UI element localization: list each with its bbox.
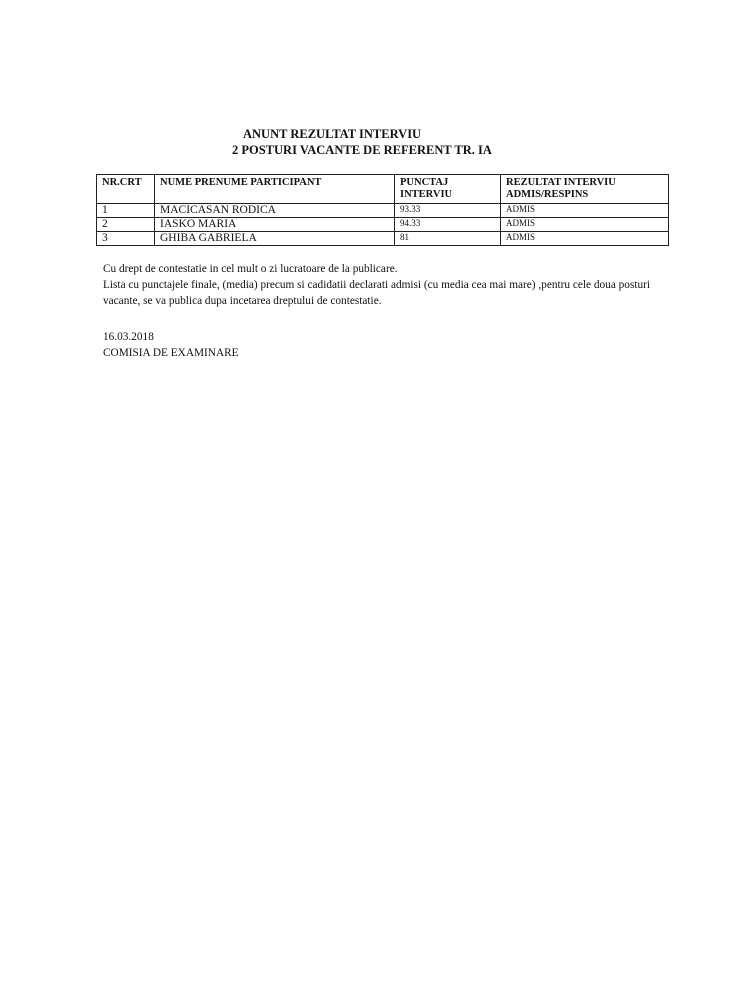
- table-row: [97, 218, 669, 232]
- cell-score: 93.33: [395, 204, 501, 218]
- cell-nr: 2: [97, 218, 155, 232]
- column-header-name: [155, 175, 395, 204]
- cell-name: GHIBA GABRIELA: [155, 232, 395, 246]
- cell-score: 81: [395, 232, 501, 246]
- document-date: 16.03.2018: [103, 331, 154, 343]
- results-table: [96, 174, 669, 246]
- column-header-result-line2: ADMIS/RESPINS: [506, 189, 589, 200]
- column-header-result-line1: REZULTAT INTERVIU: [506, 177, 616, 188]
- table-header-row: [97, 175, 669, 204]
- final-list-note: Lista cu punctajele finale, (media) precum si cadidatii declarati admisi (cu media cea mai mare) ,pentru cele doua posturi vacante, se va publica dupa incetarea dreptului de contestatie.: [103, 279, 651, 307]
- cell-name: IASKO MARIA: [155, 218, 395, 232]
- cell-name: MACICASAN RODICA: [155, 204, 395, 218]
- table-row: [97, 204, 669, 218]
- cell-result: ADMIS: [501, 218, 669, 232]
- column-header-name-label: NUME PRENUME PARTICIPANT: [160, 177, 322, 188]
- cell-result: ADMIS: [501, 204, 669, 218]
- column-header-nr: [97, 175, 155, 204]
- cell-result: ADMIS: [501, 232, 669, 246]
- column-header-score-line1: PUNCTAJ: [400, 177, 449, 188]
- contestation-note: Cu drept de contestatie in cel mult o zi lucratoare de la publicare.: [103, 263, 398, 275]
- cell-nr: 1: [97, 204, 155, 218]
- footer-section: [103, 329, 239, 361]
- column-header-result: [501, 175, 669, 204]
- announcement-title: ANUNT REZULTAT INTERVIU: [243, 127, 422, 141]
- commission-signature: COMISIA DE EXAMINARE: [103, 347, 239, 359]
- cell-nr: 3: [97, 232, 155, 246]
- notes-section: [103, 261, 663, 309]
- announcement-subtitle: 2 POSTURI VACANTE DE REFERENT TR. IA: [232, 143, 492, 157]
- cell-score: 94.33: [395, 218, 501, 232]
- column-header-nr-label: NR.CRT: [102, 177, 142, 188]
- column-header-score: [395, 175, 501, 204]
- table-row: [97, 232, 669, 246]
- column-header-score-line2: INTERVIU: [400, 189, 453, 200]
